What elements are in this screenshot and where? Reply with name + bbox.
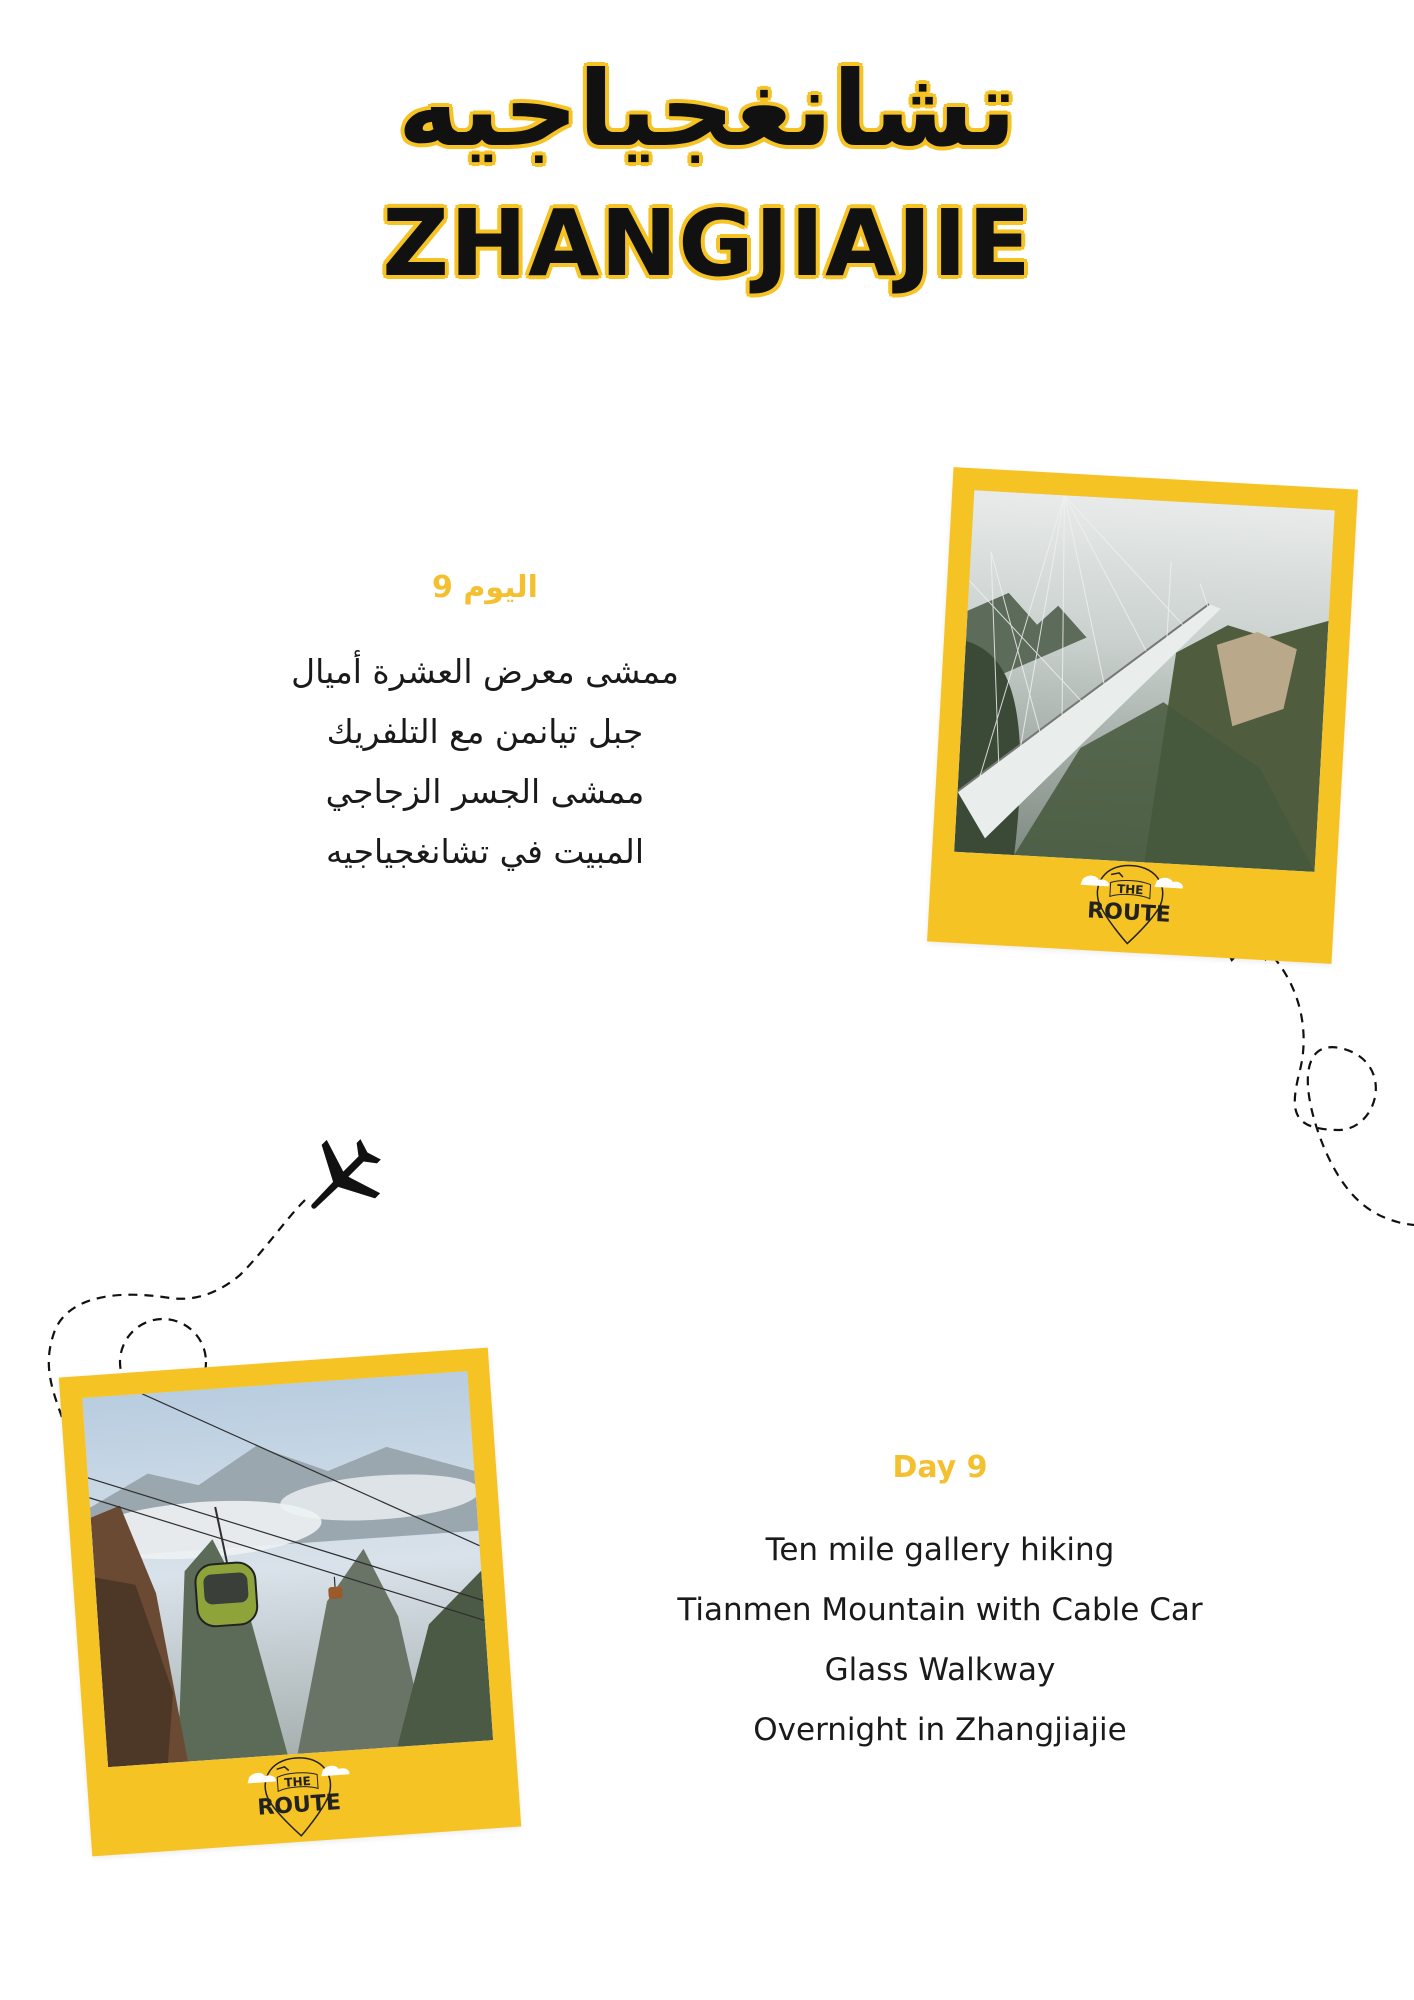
list-item: Ten mile gallery hiking bbox=[765, 1532, 1115, 1568]
glass-bridge-photo bbox=[954, 490, 1335, 872]
list-item: المبيت في تشانغجياجيه bbox=[325, 832, 645, 871]
list-item: Glass Walkway bbox=[824, 1652, 1056, 1688]
day-heading-arabic: اليوم 9 bbox=[432, 570, 538, 605]
list-item: ممشى الجسر الزجاجي bbox=[325, 772, 645, 811]
logo-text-the: THE bbox=[283, 1774, 312, 1790]
itinerary-list-english bbox=[660, 1520, 1220, 1760]
photo-card-glass-bridge bbox=[927, 467, 1358, 964]
list-item: جبل تيانمن مع التلفريك bbox=[326, 712, 644, 751]
photo-card-cable-car bbox=[59, 1348, 521, 1857]
logo-text-route: ROUTE bbox=[1086, 898, 1172, 928]
page-title-english: ZHANGJIAJIE bbox=[382, 190, 1032, 297]
route-logo-icon bbox=[235, 1746, 361, 1844]
logo-text-route: ROUTE bbox=[256, 1789, 342, 1821]
page-title-arabic: تشانغجياجيه bbox=[397, 48, 1017, 170]
cable-car-photo bbox=[82, 1371, 493, 1767]
route-logo-icon bbox=[1067, 854, 1192, 951]
itinerary-list-arabic bbox=[215, 642, 755, 882]
list-item: Tianmen Mountain with Cable Car bbox=[677, 1592, 1203, 1628]
day-heading-english: Day 9 bbox=[892, 1450, 988, 1485]
airplane-icon bbox=[297, 1133, 387, 1223]
logo-text-the: THE bbox=[1116, 881, 1144, 898]
list-item: Overnight in Zhangjiajie bbox=[753, 1712, 1127, 1748]
list-item: ممشى معرض العشرة أميال bbox=[291, 652, 679, 691]
